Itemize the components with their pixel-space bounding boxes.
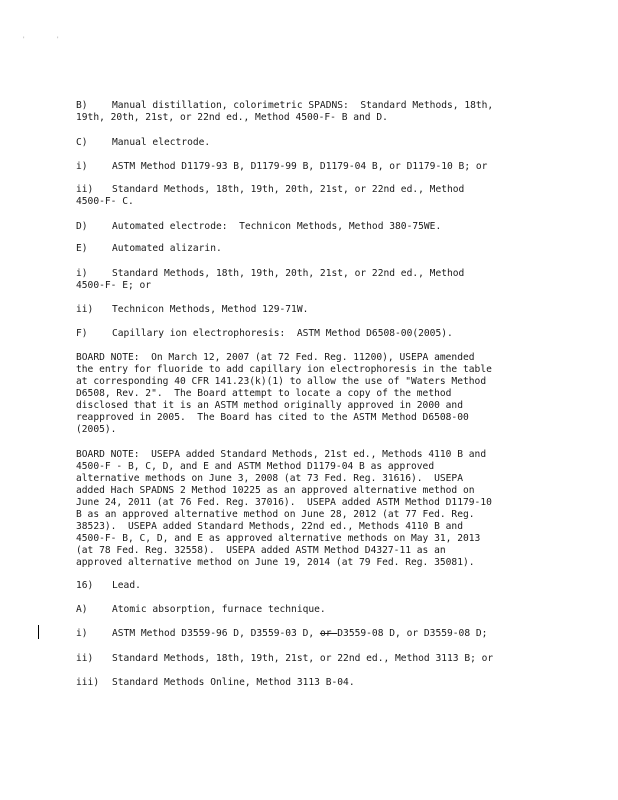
- item-c-label: C): [76, 137, 88, 148]
- corner-mark-right: ': [56, 36, 60, 43]
- board-note-1-line: BOARD NOTE: On March 12, 2007 (at 72 Fed. Reg. 11200), USEPA amended: [76, 352, 475, 363]
- item-c-ii-text-1: Standard Methods, 18th, 19th, 20th, 21st, or 22nd ed., Method: [112, 184, 465, 195]
- board-note-2-line: 38523). USEPA added Standard Methods, 22nd ed., Methods 4110 B and: [76, 521, 463, 532]
- item-d-line: [76, 221, 441, 233]
- board-note-2-line: alternative methods on June 3, 2008 (at 73 Fed. Reg. 31616). USEPA: [76, 473, 463, 484]
- item-e-label: E): [76, 243, 88, 254]
- item-c-line: [76, 137, 210, 149]
- item-c-i-line: [76, 161, 487, 173]
- board-note-2-line: (at 78 Fed. Reg. 32558). USEPA added ASTM Method D4327-11 as an: [76, 545, 446, 556]
- board-note-1-line: D6508, Rev. 2". The Board attempt to locate a copy of the method: [76, 388, 452, 399]
- corner-mark-left: ': [22, 36, 26, 43]
- lead-ii-text: Standard Methods, 18th, 19th, 21st, or 22nd ed., Method 3113 B; or: [112, 653, 494, 664]
- board-note-2-line: BOARD NOTE: USEPA added Standard Methods, 21st ed., Methods 4110 B and: [76, 449, 487, 460]
- item-c-i-text: ASTM Method D1179-93 B, D1179-99 B, D1179-04 B, or D1179-10 B; or: [112, 161, 488, 172]
- item-e-i-line-2: 4500-F- E; or: [76, 280, 152, 291]
- lead-iii-line: [76, 677, 355, 689]
- item-c-i-label: i): [76, 161, 88, 172]
- item-e-i-text-1: Standard Methods, 18th, 19th, 20th, 21st, or 22nd ed., Method: [112, 268, 465, 279]
- lead-iii-text: Standard Methods Online, Method 3113 B-04.: [112, 677, 355, 688]
- item-16-label: 16): [76, 580, 94, 591]
- board-note-1-line: at corresponding 40 CFR 141.23(k)(1) to allow the use of "Waters Method: [76, 376, 487, 387]
- lead-i-text-post: D3559-08 D, or D3559-08 D;: [337, 628, 488, 639]
- item-e-i-label: i): [76, 268, 88, 279]
- lead-iii-label: iii): [76, 677, 100, 688]
- item-f-line: [76, 328, 453, 340]
- board-note-2-line: B as an approved alternative method on June 28, 2012 (at 77 Fed. Reg.: [76, 509, 475, 520]
- item-c-ii-label: ii): [76, 184, 94, 195]
- lead-i-label: i): [76, 628, 88, 639]
- item-b-line-2: 19th, 20th, 21st, or 22nd ed., Method 4500-F- B and D.: [76, 112, 388, 123]
- lead-i-text-pre: ASTM Method D3559-96 D, D3559-03 D,: [112, 628, 320, 639]
- item-e-i-line-1: [76, 268, 464, 280]
- item-f-text: Capillary ion electrophoresis: ASTM Method D6508-00(2005).: [112, 328, 453, 339]
- item-16-text: Lead.: [112, 580, 141, 591]
- item-c-ii-line-1: [76, 184, 464, 196]
- item-b-line-1: [76, 100, 493, 112]
- item-f-label: F): [76, 328, 88, 339]
- board-note-2-line: added Hach SPADNS 2 Method 10225 as an approved alternative method on: [76, 485, 475, 496]
- board-note-2-line: 4500-F - B, C, D, and E and ASTM Method D1179-04 B as approved: [76, 461, 435, 472]
- board-note-1-line: the entry for fluoride to add capillary ion electrophoresis in the table: [76, 364, 492, 375]
- lead-ii-line: [76, 653, 493, 665]
- board-note-1-line: reapproved in 2005. The Board has cited to the ASTM Method D6508-00: [76, 412, 469, 423]
- board-note-1-line: (2005).: [76, 424, 117, 435]
- item-e-line: [76, 243, 222, 255]
- item-c-ii-line-2: 4500-F- C.: [76, 196, 134, 207]
- item-c-text: Manual electrode.: [112, 137, 211, 148]
- item-e-ii-label: ii): [76, 304, 94, 315]
- board-note-2-line: June 24, 2011 (at 76 Fed. Reg. 37016). USEPA added ASTM Method D1179-10: [76, 497, 492, 508]
- lead-a-line: [76, 604, 326, 616]
- board-note-1-line: disclosed that it is an ASTM method originally approved in 2000 and: [76, 400, 463, 411]
- lead-i-line: [76, 628, 487, 640]
- board-note-2-line: approved alternative method on June 19, 2014 (at 79 Fed. Reg. 35081).: [76, 557, 475, 568]
- change-bar: [38, 625, 39, 639]
- lead-i-text-strikethrough: or: [319, 628, 338, 639]
- item-e-text: Automated alizarin.: [112, 243, 222, 254]
- item-d-label: D): [76, 221, 88, 232]
- item-d-text: Automated electrode: Technicon Methods, Method 380-75WE.: [112, 221, 442, 232]
- item-b-label: B): [76, 100, 88, 111]
- item-16-line: [76, 580, 141, 592]
- lead-a-text: Atomic absorption, furnace technique.: [112, 604, 326, 615]
- item-e-ii-text: Technicon Methods, Method 129-71W.: [112, 304, 309, 315]
- lead-ii-label: ii): [76, 653, 94, 664]
- item-b-text-1: Manual distillation, colorimetric SPADNS: Standard Methods, 18th,: [112, 100, 494, 111]
- lead-a-label: A): [76, 604, 88, 615]
- board-note-2-line: 4500-F- B, C, D, and E as approved alternative methods on May 31, 2013: [76, 533, 481, 544]
- item-e-ii-line: [76, 304, 308, 316]
